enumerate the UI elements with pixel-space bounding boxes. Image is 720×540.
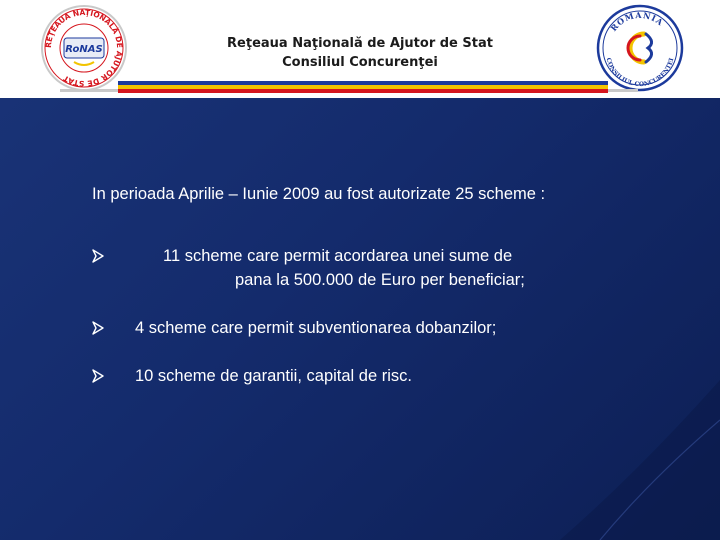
consiliul-concurentei-logo xyxy=(596,4,684,92)
header-red-stripe xyxy=(118,89,608,93)
header-title-line1: Reţeaua Naţională de Ajutor de Stat xyxy=(227,36,493,51)
header-title xyxy=(170,34,550,72)
bullet-3-text: 10 scheme de garantii, capital de risc. xyxy=(135,367,412,385)
ronas-logo-ring-text: REŢEAUA NAŢIONALĂ DE AJUTOR DE STAT xyxy=(43,7,125,89)
bullet-1-line2: pana la 500.000 de Euro per beneficiar; xyxy=(235,271,525,289)
bullet-1-line1: 11 scheme care permit acordarea unei sume de xyxy=(163,247,513,265)
arrow-bullet-icon xyxy=(91,369,105,383)
slide-header xyxy=(0,0,720,98)
intro-text: In perioada Aprilie – Iunie 2009 au fost autorizate 25 scheme : xyxy=(92,185,546,203)
header-title-line2: Consiliul Concurenţei xyxy=(282,55,438,70)
consiliul-logo-bottom-text: CONSILIUL CONCURENTEI xyxy=(604,57,676,89)
ronas-logo xyxy=(40,4,128,92)
arrow-bullet-icon xyxy=(91,249,105,263)
ronas-logo-center-text: RoNAS xyxy=(65,44,103,55)
arrow-bullet-icon xyxy=(91,321,105,335)
consiliul-logo-top-text: ROMANIA xyxy=(608,9,666,34)
bullet-2-text: 4 scheme care permit subventionarea dobanzilor; xyxy=(135,319,497,337)
